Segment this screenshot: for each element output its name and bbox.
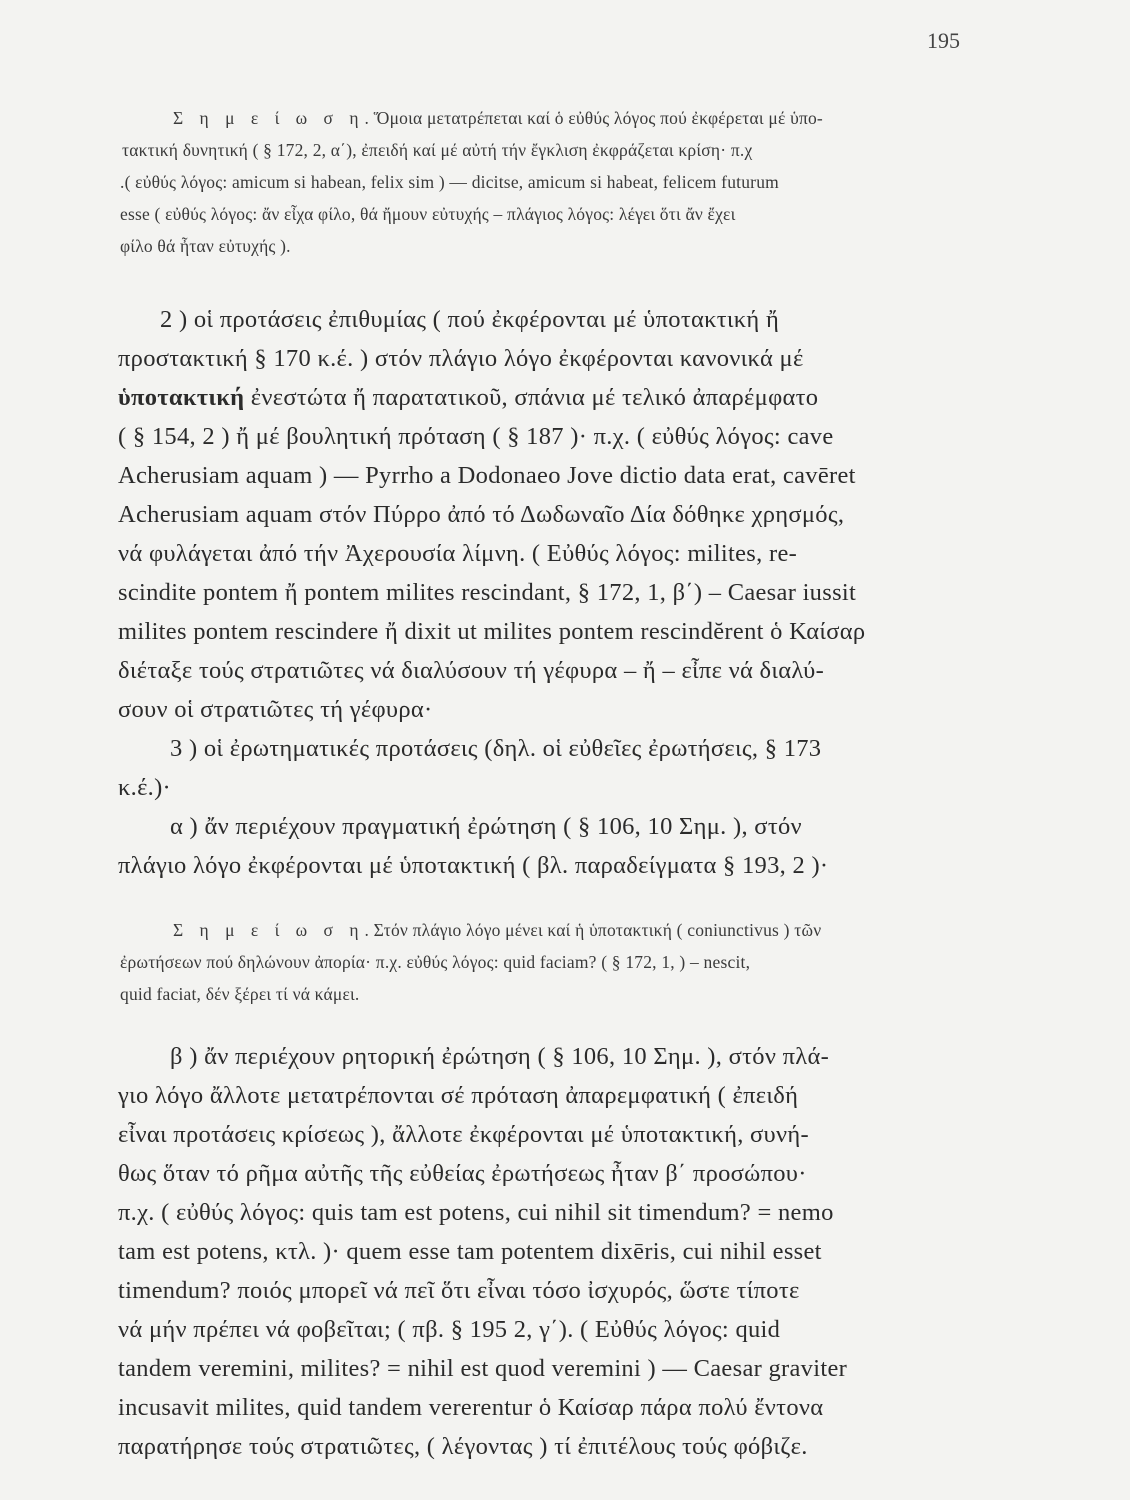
- note1-label: Σ η μ ε ί ω σ η: [173, 108, 365, 128]
- note1-line-4: esse ( εὐθύς λόγος: ἄν εἶχα φίλο, θά ἤμουν εὐτυχής – πλάγιος λόγος: λέγει ὅτι ἄν ἔχει: [120, 204, 736, 224]
- para3b-line-9: tandem veremini, milites? = nihil est quod veremini ) — Caesar graviter: [118, 1355, 848, 1382]
- para3b-line-1: β ) ἄν περιέχουν ρητορική ἐρώτηση ( § 106, 10 Σημ. ), στόν πλά-: [170, 1043, 830, 1070]
- para3b-line-4: θως ὅταν τό ρῆμα αὐτῆς τῆς εὐθείας ἐρωτήσεως ἦταν β΄ προσώπου·: [118, 1160, 807, 1187]
- para3b-line-6: tam est potens, κτλ. )· quem esse tam potentem dixēris, cui nihil esset: [118, 1238, 822, 1265]
- para3b-line-3: εἶναι προτάσεις κρίσεως ), ἄλλοτε ἐκφέρονται μέ ὑποτακτική, συνή-: [118, 1121, 809, 1148]
- para3b-line-10: incusavit milites, quid tandem vererentur ὁ Καίσαρ πάρα πολύ ἔντονα: [118, 1394, 824, 1421]
- para2-line-7: νά φυλάγεται ἀπό τήν Ἀχερουσία λίμνη. ( Εὐθύς λόγος: milites, re-: [118, 540, 798, 567]
- note2-line-3: quid faciat, δέν ξέρει τί νά κάμει.: [120, 984, 360, 1004]
- para3b-line-5: π.χ. ( εὐθύς λόγος: quis tam est potens, cui nihil sit timendum? = nemo: [118, 1199, 834, 1226]
- note1-line-5: φίλο θά ἦταν εὐτυχής ).: [120, 236, 291, 256]
- note1-line-1: Σ η μ ε ί ω σ η. Ὅμοια μετατρέπεται καί ὁ εὐθύς λόγος πού ἐκφέρεται μέ ὑπο-: [173, 108, 823, 128]
- note2-line-1: Σ η μ ε ί ω σ η. Στόν πλάγιο λόγο μένει καί ἡ ὑποτακτική ( coniunctivus ) τῶν: [173, 920, 822, 940]
- page-number: 195: [927, 28, 960, 53]
- para2-line-6: Acherusiam aquam στόν Πύρρο ἀπό τό Δωδωναῖο Δία δόθηκε χρησμός,: [118, 501, 845, 528]
- para2-line-4: ( § 154, 2 ) ἤ μέ βουλητική πρόταση ( § 187 )· π.χ. ( εὐθύς λόγος: cave: [118, 423, 834, 450]
- note1-line-2: τακτική δυνητική ( § 172, 2, α΄), ἐπειδή καί μέ αὐτή τήν ἔγκλιση ἐκφράζεται κρίση· π.χ: [122, 140, 753, 160]
- para3b-line-2: γιο λόγο ἄλλοτε μετατρέπονται σέ πρόταση ἀπαρεμφατική ( ἐπειδή: [118, 1082, 799, 1109]
- note2-label: Σ η μ ε ί ω σ η: [173, 920, 365, 940]
- emphasis-subjunctive: ὑποτακτική: [118, 384, 245, 411]
- para3b-line-8: νά μήν πρέπει νά φοβεῖται; ( πβ. § 195 2, γ΄). ( Εὐθύς λόγος: quid: [118, 1316, 781, 1343]
- note1-line-3: .( εὐθύς λόγος: amicum si habean, felix sim ) — dicitse, amicum si habeat, felicem futurum: [120, 172, 779, 192]
- para3-line-1: 3 ) οἱ ἐρωτηματικές προτάσεις (δηλ. οἱ εὐθεῖες ἐρωτήσεις, § 173: [170, 735, 822, 762]
- para2-line-3: ὑποτακτική ἐνεστώτα ἤ παρατατικοῦ, σπάνια μέ τελικό ἀπαρέμφατο: [118, 384, 819, 411]
- para2-line-1: 2 ) οἱ προτάσεις ἐπιθυμίας ( πού ἐκφέρονται μέ ὑποτακτική ἤ: [160, 306, 780, 333]
- para2-line-2: προστακτική § 170 κ.έ. ) στόν πλάγιο λόγο ἐκφέρονται κανονικά μέ: [118, 345, 804, 372]
- para2-line-9: milites pontem rescindere ἤ dixit ut milites pontem rescindĕrent ὁ Καίσαρ: [118, 618, 866, 645]
- para2-line-5: Acherusiam aquam ) — Pyrrho a Dodonaeo Jove dictio data erat, cavēret: [118, 462, 856, 489]
- para2-line-8: scindite pontem ἤ pontem milites rescindant, § 172, 1, β΄) – Caesar iussit: [118, 579, 857, 606]
- para3a-line-1: α ) ἄν περιέχουν πραγματική ἐρώτηση ( § 106, 10 Σημ. ), στόν: [170, 813, 802, 840]
- para3-line-2: κ.έ.)·: [118, 774, 172, 801]
- para3a-line-2: πλάγιο λόγο ἐκφέρονται μέ ὑποτακτική ( βλ. παραδείγματα § 193, 2 )·: [118, 852, 829, 879]
- para3b-line-7: timendum? ποιός μπορεῖ νά πεῖ ὅτι εἶναι τόσο ἰσχυρός, ὥστε τίποτε: [118, 1277, 800, 1304]
- para2-line-10: διέταξε τούς στρατιῶτες νά διαλύσουν τή γέφυρα – ἤ – εἶπε νά διαλύ-: [118, 657, 825, 684]
- note2-line-2: ἐρωτήσεων πού δηλώνουν ἀπορία· π.χ. εὐθύς λόγος: quid faciam? ( § 172, 1, ) – nescit,: [120, 952, 751, 972]
- para3b-line-11: παρατήρησε τούς στρατιῶτες, ( λέγοντας ) τί ἐπιτέλους τούς φόβιζε.: [118, 1433, 808, 1460]
- para2-line-11: σουν οἱ στρατιῶτες τή γέφυρα·: [118, 696, 433, 723]
